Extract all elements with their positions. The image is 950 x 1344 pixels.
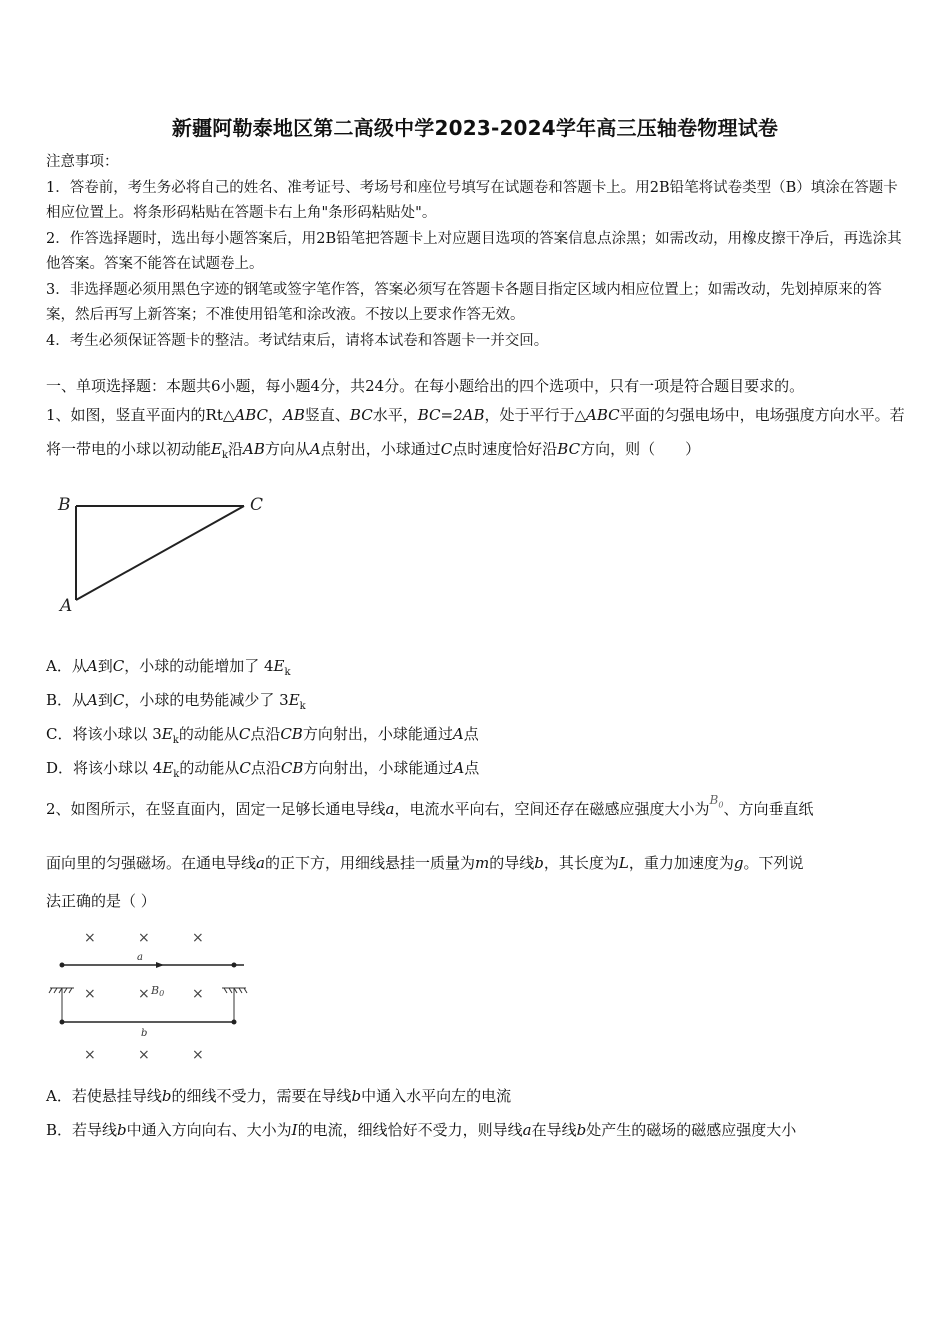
text: 点 xyxy=(464,759,480,777)
subscript: 0 xyxy=(159,989,165,998)
notice-item: 3．非选择题必须用黑色字迹的钢笔或签字笔作答，答案必须写在答题卡各题目指定区域内相应位置上；如需改动，先划掉原来的答案，然后再写上新答案；不准使用铅笔和涂改液。不按以上要求作答无效。 xyxy=(46,281,882,323)
text: 的正下方，用细线悬挂一质量为 xyxy=(264,854,475,872)
text: 平面的匀强电场中，电场强度方向水平。若将一带电的小球以初动能 xyxy=(46,406,905,458)
var: BC=2AB xyxy=(417,406,485,424)
text: 的细线不受力，需要在导线 xyxy=(171,1087,352,1105)
var: C xyxy=(440,440,453,458)
left-support-hatch xyxy=(49,988,72,993)
notice-block xyxy=(46,150,908,354)
var: b xyxy=(161,1087,172,1105)
var: E xyxy=(211,440,222,458)
text: ，重力加速度为 xyxy=(628,854,734,872)
text: 处产生的磁场的磁感应强度大小 xyxy=(586,1121,797,1139)
exam-title: 新疆阿勒泰地区第二高级中学2023-2024学年高三压轴卷物理试卷 xyxy=(171,116,779,140)
text: 。下列说 xyxy=(743,854,804,872)
current-arrow-icon xyxy=(156,962,164,968)
var: E xyxy=(161,725,173,743)
wire-a-end xyxy=(60,963,65,968)
text: 中通入方向向右、大小为 xyxy=(126,1121,292,1139)
q2-option-b[interactable] xyxy=(46,1120,796,1140)
var: g xyxy=(733,854,744,872)
text: 1、如图，竖直平面内的Rt△ xyxy=(46,406,235,424)
field-b0-label xyxy=(150,984,164,998)
text: D．将该小球以 4 xyxy=(46,759,163,777)
text: 竖直、 xyxy=(304,406,350,424)
text: 2、如图所示，在竖直面内，固定一足够长通电导线 xyxy=(46,800,386,818)
text: 在导线 xyxy=(531,1121,577,1139)
var: CB xyxy=(280,725,303,743)
text: 的导线 xyxy=(489,854,535,872)
q1-option-d[interactable] xyxy=(46,758,479,785)
var: AB xyxy=(283,406,305,424)
field-cross-icon: × xyxy=(138,1047,150,1063)
var: A xyxy=(87,691,98,709)
var: BC xyxy=(349,406,373,424)
text: 面向里的匀强磁场。在通电导线 xyxy=(46,854,257,872)
triangle-figure xyxy=(52,488,282,618)
q1-option-a[interactable] xyxy=(46,656,291,683)
b0-symbol xyxy=(709,793,724,810)
text: B．若导线 xyxy=(46,1121,118,1139)
subscript: 0 xyxy=(718,800,724,810)
subscript: k xyxy=(173,769,180,780)
text: 到 xyxy=(97,691,113,709)
q2-option-a[interactable] xyxy=(46,1086,511,1106)
text: 沿 xyxy=(228,440,244,458)
text: 方向，则（ ） xyxy=(580,440,701,458)
notice-item: 1．答卷前，考生务必将自己的姓名、准考证号、考场号和座位号填写在试题卷和答题卡上。用2B铅笔将试卷类型（B）填涂在答题卡相应位置上。将条形码粘贴在答题卡右上角"条形码粘贴处"。 xyxy=(46,179,898,221)
text: ，小球的电势能减少了 3 xyxy=(124,691,289,709)
vertex-c-label: C xyxy=(250,495,264,515)
var: L xyxy=(618,854,629,872)
wire-b-label: b xyxy=(141,1028,148,1039)
q1-option-b[interactable] xyxy=(46,690,306,717)
field-cross-icon: × xyxy=(84,1047,96,1063)
var: A xyxy=(453,759,465,777)
var: E xyxy=(162,759,174,777)
text: 点射出，小球通过 xyxy=(320,440,441,458)
vertex-a-label: A xyxy=(60,596,73,616)
wire-a-label: a xyxy=(137,952,143,963)
text: B．从 xyxy=(46,691,88,709)
text: ， xyxy=(268,406,284,424)
text: 方向射出，小球能通过 xyxy=(303,759,454,777)
stem-line xyxy=(46,793,814,819)
field-cross-icon: × xyxy=(84,986,96,1002)
var: C xyxy=(239,759,251,777)
section-heading: 一、单项选择题：本题共6小题，每小题4分，共24分。在每小题给出的四个选项中，只有一项是符合题目要求的。 xyxy=(46,377,805,395)
text: A．若使悬挂导线 xyxy=(46,1087,162,1105)
text: ，电流水平向右，空间还存在磁感应强度大小为 xyxy=(394,800,710,818)
text: 方向从 xyxy=(264,440,310,458)
wire-a-end xyxy=(232,963,237,968)
var: B xyxy=(151,984,160,997)
var: b xyxy=(117,1121,127,1139)
var: C xyxy=(112,657,125,675)
var: ABC xyxy=(586,406,620,424)
var: a xyxy=(522,1121,532,1139)
subscript: k xyxy=(221,450,229,461)
field-cross-icon: × xyxy=(192,930,204,946)
var: E xyxy=(288,691,300,709)
text: A．从 xyxy=(46,657,87,675)
wire-b-end xyxy=(60,1020,65,1025)
var: a xyxy=(256,854,265,872)
right-support-hatch xyxy=(224,988,247,993)
var: I xyxy=(291,1121,298,1139)
var: BC xyxy=(557,440,581,458)
text: 点 xyxy=(463,725,479,743)
notice-item: 4．考生必须保证答题卡的整洁。考试结束后，请将本试卷和答题卡一并交回。 xyxy=(46,332,549,349)
stem-line xyxy=(46,852,803,873)
text: 水平， xyxy=(372,406,418,424)
var: m xyxy=(474,854,490,872)
text: 的动能从 xyxy=(179,759,240,777)
var: C xyxy=(238,725,251,743)
var: ABC xyxy=(234,406,269,424)
text: 点沿 xyxy=(250,725,281,743)
text: ，其长度为 xyxy=(543,854,619,872)
question-1-stem xyxy=(46,398,912,473)
field-cross-icon: × xyxy=(138,930,150,946)
subscript: k xyxy=(299,701,306,712)
field-cross-icon: × xyxy=(138,986,150,1002)
var: B xyxy=(709,793,719,807)
text: 、方向垂直纸 xyxy=(723,800,814,818)
field-cross-icon: × xyxy=(192,986,204,1002)
field-cross-icon: × xyxy=(84,930,96,946)
wire-b-end xyxy=(232,1020,237,1025)
var: C xyxy=(112,691,125,709)
notice-heading: 注意事项： xyxy=(46,154,119,170)
text: 的动能从 xyxy=(178,725,239,743)
var: b xyxy=(351,1087,362,1105)
var: b xyxy=(576,1121,587,1139)
var: A xyxy=(86,657,98,675)
stem-line: 法正确的是（ ） xyxy=(46,892,156,910)
text: 点沿 xyxy=(250,759,281,777)
text: C．将该小球以 3 xyxy=(46,725,162,743)
var: A xyxy=(309,440,321,458)
text: ，处于平行于△ xyxy=(484,406,587,424)
var: E xyxy=(273,657,285,675)
q1-option-c[interactable] xyxy=(46,724,479,751)
var: a xyxy=(385,800,395,818)
field-cross-icon: × xyxy=(192,1047,204,1063)
text: 的电流，细线恰好不受力，则导线 xyxy=(297,1121,523,1139)
var: A xyxy=(452,725,464,743)
var: AB xyxy=(243,440,265,458)
text: ，小球的动能增加了 4 xyxy=(124,657,274,675)
vertex-b-label: B xyxy=(58,495,71,515)
notice-item: 2．作答选择题时，选出每小题答案后，用2B铅笔把答题卡上对应题目选项的答案信息点涂黑；如需改动，用橡皮擦干净后，再选涂其他答案。答案不能答在试题卷上。 xyxy=(46,230,902,272)
subscript: k xyxy=(172,735,179,746)
magnetic-field-figure xyxy=(44,922,264,1072)
text: 方向射出，小球能通过 xyxy=(302,725,453,743)
text: 到 xyxy=(97,657,113,675)
var: CB xyxy=(280,759,304,777)
var: b xyxy=(534,854,544,872)
subscript: k xyxy=(284,667,291,678)
text: 点时速度恰好沿 xyxy=(452,440,558,458)
text: 中通入水平向左的电流 xyxy=(361,1087,512,1105)
edge-ac xyxy=(76,506,244,600)
